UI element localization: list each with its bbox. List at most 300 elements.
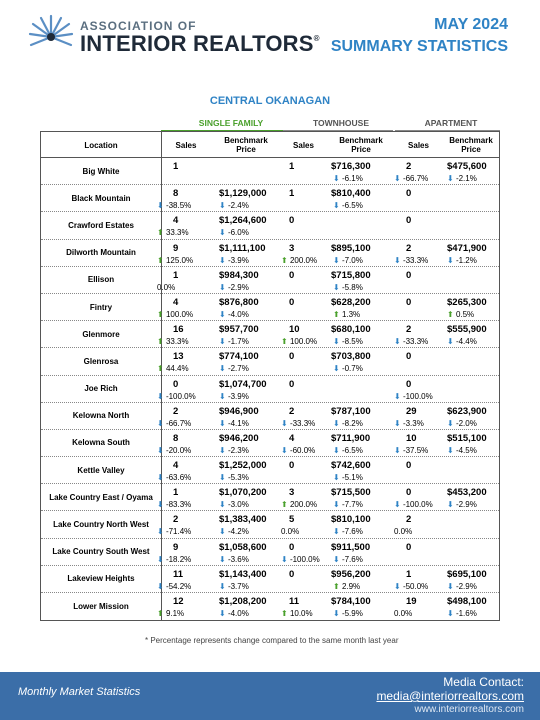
arrow-down-icon: ⬇: [333, 337, 342, 347]
sf-price-value: $1,143,400: [219, 568, 267, 580]
ap-sales-change: [394, 446, 428, 455]
arrow-down-icon: ⬇: [333, 201, 342, 211]
sf-price-change: [219, 527, 249, 536]
ap-sales-value: 0: [406, 188, 412, 200]
table-header: [41, 132, 499, 158]
change-text: -3.3%: [402, 418, 424, 428]
change-text: -2.3%: [227, 445, 249, 455]
th-sales-value: 10: [289, 324, 300, 336]
arrow-down-icon: ⬇: [219, 391, 228, 401]
row-location: Kelowna South: [72, 438, 130, 448]
row-location: Fintry: [89, 302, 113, 312]
arrow-down-icon: ⬇: [281, 445, 290, 455]
change-text: -2.9%: [455, 581, 477, 591]
arrow-up-icon: ⬆: [281, 337, 290, 347]
sf-price-change: [219, 256, 249, 265]
th-sales-value: 1: [289, 188, 295, 200]
ap-sales-change: [394, 337, 428, 346]
arrow-down-icon: ⬇: [219, 418, 228, 428]
th-price-value: $810,100: [331, 514, 371, 526]
arrow-down-icon: ⬇: [219, 473, 228, 483]
arrow-down-icon: ⬇: [219, 364, 228, 374]
change-text: 2.9%: [341, 581, 361, 591]
change-text: -6.0%: [227, 228, 249, 238]
ap-sales-change: [394, 609, 412, 618]
change-text: -2.9%: [455, 500, 477, 510]
row-location: Kelowna North: [72, 411, 130, 421]
th-price-value: $715,500: [331, 487, 371, 499]
change-text: 100.0%: [165, 309, 194, 319]
sf-price-value: $1,252,000: [219, 460, 267, 472]
th-sales-value: 0: [289, 541, 295, 553]
th-sales-value: 0: [289, 269, 295, 281]
ap-price-change: [447, 446, 477, 455]
th-sales-change: [281, 555, 320, 564]
change-text: -18.2%: [165, 554, 192, 564]
ap-sales-value: 29: [406, 405, 417, 417]
th-price-value: $810,400: [331, 188, 371, 200]
arrow-up-icon: ⬆: [157, 255, 166, 265]
ap-sales-value: 19: [406, 596, 417, 607]
arrow-down-icon: ⬇: [333, 418, 342, 428]
change-text: -1.2%: [455, 255, 477, 265]
change-text: 200.0%: [289, 255, 318, 265]
change-text: -63.6%: [165, 473, 192, 483]
sf-price-change: [219, 555, 249, 564]
change-text: -7.6%: [341, 527, 363, 537]
arrow-up-icon: ⬆: [333, 581, 342, 591]
change-text: -8.2%: [341, 418, 363, 428]
sf-price-change: [219, 310, 249, 319]
ap-sales-value: 0: [406, 460, 412, 472]
arrow-down-icon: ⬇: [281, 418, 290, 428]
table-row: [41, 240, 499, 267]
row-location: Lakeview Heights: [67, 574, 135, 584]
sf-sales-value: 2: [173, 514, 179, 526]
change-text: -2.1%: [455, 174, 477, 183]
arrow-down-icon: ⬇: [219, 282, 228, 292]
arrow-down-icon: ⬇: [394, 174, 403, 183]
sf-sales-value: 4: [173, 460, 179, 472]
change-text: -7.0%: [341, 255, 363, 265]
media-contact-label: Media Contact:: [443, 675, 524, 689]
sf-sales-change: [157, 283, 175, 292]
arrow-down-icon: ⬇: [157, 445, 166, 455]
arrow-down-icon: ⬇: [447, 500, 456, 510]
th-price-value: $716,300: [331, 161, 371, 172]
arrow-down-icon: ⬇: [219, 609, 228, 618]
row-location: Dilworth Mountain: [66, 248, 136, 258]
arrow-down-icon: ⬇: [394, 255, 403, 265]
th-price-change: [333, 364, 363, 373]
table-body: [41, 158, 499, 620]
group-townhouse: TOWNHOUSE: [312, 118, 370, 128]
report-title: [331, 14, 508, 58]
sf-sales-change: [157, 201, 191, 210]
row-location: Crawford Estates: [68, 220, 134, 230]
th-price-change: [333, 256, 363, 265]
th-price-value: $742,600: [331, 460, 371, 472]
arrow-down-icon: ⬇: [333, 473, 342, 483]
change-text: -7.6%: [341, 554, 363, 564]
ap-price-change: [447, 310, 474, 319]
arrow-down-icon: ⬇: [447, 255, 456, 265]
sf-price-value: $1,129,000: [219, 188, 267, 200]
sf-price-value: $1,208,200: [219, 596, 267, 607]
th-sales-value: 0: [289, 568, 295, 580]
change-text: -3.9%: [227, 391, 249, 401]
arrow-down-icon: ⬇: [447, 337, 456, 347]
change-text: -4.5%: [455, 445, 477, 455]
change-text: -3.7%: [227, 581, 249, 591]
arrow-down-icon: ⬇: [219, 255, 228, 265]
arrow-down-icon: ⬇: [394, 391, 403, 401]
sf-price-change: [219, 228, 249, 237]
change-text: -66.7%: [165, 418, 192, 428]
row-location: Lake Country East / Oyama: [49, 492, 153, 502]
arrow-down-icon: ⬇: [333, 282, 342, 292]
brand-line1: ASSOCIATION OF: [80, 19, 197, 33]
ap-price-change: [447, 582, 477, 591]
sf-sales-change: [157, 446, 191, 455]
arrow-down-icon: ⬇: [219, 337, 228, 347]
sf-price-value: $1,383,400: [219, 514, 267, 526]
change-text: -4.1%: [227, 418, 249, 428]
th-sales-change: [281, 446, 315, 455]
sf-price-change: [219, 201, 249, 210]
table-row: [41, 430, 499, 457]
ap-sales-value: 2: [406, 161, 412, 172]
header-th-benchmark: Benchmark Price: [339, 136, 383, 154]
change-text: 0.0%: [394, 527, 413, 537]
th-price-change: [333, 473, 363, 482]
change-text: -4.2%: [227, 527, 249, 537]
sf-sales-change: [157, 555, 191, 564]
change-text: -54.2%: [165, 581, 192, 591]
header-sf-sales: Sales: [175, 140, 197, 150]
arrow-down-icon: ⬇: [333, 527, 342, 537]
th-sales-value: 4: [289, 432, 295, 444]
arrow-down-icon: ⬇: [333, 500, 342, 510]
change-text: -33.3%: [289, 418, 316, 428]
change-text: -66.7%: [402, 174, 429, 183]
change-text: -100.0%: [402, 391, 433, 401]
th-sales-change: [281, 527, 299, 536]
sf-price-change: [219, 446, 249, 455]
change-text: -5.9%: [341, 609, 363, 618]
table-row: [41, 403, 499, 430]
change-text: -6.5%: [341, 445, 363, 455]
th-sales-value: 3: [289, 487, 295, 499]
arrow-down-icon: ⬇: [157, 581, 166, 591]
sf-price-value: $946,200: [219, 432, 259, 444]
arrow-down-icon: ⬇: [157, 473, 166, 483]
change-text: 33.3%: [165, 337, 189, 347]
arrow-down-icon: ⬇: [447, 174, 456, 183]
region-title: CENTRAL OKANAGAN: [209, 95, 331, 107]
change-text: -6.1%: [341, 174, 363, 183]
sf-price-value: $946,900: [219, 405, 259, 417]
arrow-up-icon: ⬆: [157, 309, 166, 319]
th-sales-change: [281, 419, 315, 428]
sf-price-change: [219, 283, 249, 292]
ap-price-value: $515,100: [447, 432, 487, 444]
ap-sales-change: [394, 500, 433, 509]
th-price-value: $680,100: [331, 324, 371, 336]
th-sales-value: 0: [289, 351, 295, 363]
ap-price-value: $265,300: [447, 296, 487, 308]
ap-sales-value: 0: [406, 487, 412, 499]
th-price-value: $784,100: [331, 596, 371, 607]
arrow-up-icon: ⬆: [157, 364, 166, 374]
header-th-sales: Sales: [293, 140, 314, 150]
sf-sales-change: [157, 527, 191, 536]
ap-sales-value: 0: [406, 541, 412, 553]
row-location: Lake Country North West: [53, 520, 149, 530]
change-text: -4.0%: [227, 609, 249, 618]
change-text: -2.7%: [227, 364, 249, 374]
arrow-down-icon: ⬇: [219, 527, 228, 537]
th-price-change: [333, 283, 363, 292]
sf-price-change: [219, 609, 249, 618]
table-row: [41, 158, 499, 185]
table-row: [41, 185, 499, 212]
arrow-down-icon: ⬇: [219, 309, 228, 319]
th-price-value: $628,200: [331, 296, 371, 308]
change-text: -50.0%: [402, 581, 429, 591]
th-price-change: [333, 419, 363, 428]
ap-sales-change: [394, 527, 412, 536]
ap-price-value: $695,100: [447, 568, 487, 580]
sf-sales-change: [157, 419, 191, 428]
brand-logo: [28, 14, 328, 62]
change-text: 0.0%: [394, 609, 413, 618]
change-text: 0.5%: [455, 309, 475, 319]
report-subtitle: SUMMARY STATISTICS: [330, 38, 508, 55]
sf-sales-change: [157, 500, 191, 509]
row-location: Joe Rich: [84, 384, 118, 394]
th-price-value: $895,100: [331, 242, 371, 254]
sf-sales-value: 1: [173, 161, 179, 172]
sf-price-value: $876,800: [219, 296, 259, 308]
sf-sales-value: 9: [173, 541, 179, 553]
change-text: -3.9%: [227, 255, 249, 265]
sf-sales-value: 8: [173, 432, 179, 444]
sf-sales-change: [157, 310, 193, 319]
media-contact-email-link[interactable]: media@interiorrealtors.com: [376, 689, 524, 703]
table-row: [41, 376, 499, 403]
change-text: -71.4%: [165, 527, 192, 537]
ap-price-value: $498,100: [447, 596, 487, 607]
sf-sales-value: 4: [173, 296, 179, 308]
sf-price-value: $1,111,100: [219, 242, 266, 254]
header-sf-benchmark: Benchmark Price: [224, 136, 268, 154]
sf-sales-change: [157, 337, 189, 346]
th-sales-value: 0: [289, 378, 295, 390]
change-text: 44.4%: [165, 364, 189, 374]
change-text: -7.7%: [341, 500, 363, 510]
arrow-down-icon: ⬇: [157, 527, 166, 537]
arrow-down-icon: ⬇: [447, 609, 456, 618]
th-price-value: $787,100: [331, 405, 371, 417]
row-location: Kettle Valley: [77, 465, 125, 475]
ap-sales-value: 0: [406, 378, 412, 390]
sf-price-value: $774,100: [219, 351, 259, 363]
sf-price-value: $957,700: [219, 324, 259, 336]
th-price-value: $956,200: [331, 568, 371, 580]
sf-price-change: [219, 473, 249, 482]
sf-sales-value: 0: [173, 378, 179, 390]
ap-price-change: [447, 419, 477, 428]
arrow-up-icon: ⬆: [281, 500, 290, 510]
footnote: * Percentage represents change compared to the same month last year: [145, 636, 399, 645]
sf-sales-change: [157, 256, 193, 265]
media-contact: [376, 675, 524, 715]
table-row: [41, 484, 499, 511]
change-text: -3.6%: [227, 554, 249, 564]
ap-sales-change: [394, 419, 424, 428]
arrow-down-icon: ⬇: [219, 500, 228, 510]
table-row: [41, 457, 499, 484]
arrow-down-icon: ⬇: [157, 554, 166, 564]
arrow-up-icon: ⬆: [447, 309, 456, 319]
arrow-down-icon: ⬇: [157, 418, 166, 428]
arrow-down-icon: ⬇: [333, 609, 342, 618]
arrow-up-icon: ⬆: [157, 337, 166, 347]
row-location: Lower Mission: [73, 602, 129, 612]
ap-sales-value: 0: [406, 351, 412, 363]
arrow-down-icon: ⬇: [394, 418, 403, 428]
th-price-change: [333, 500, 363, 509]
arrow-up-icon: ⬆: [157, 609, 166, 618]
arrow-down-icon: ⬇: [219, 581, 228, 591]
table-row: [41, 348, 499, 375]
th-price-value: $715,800: [331, 269, 371, 281]
change-text: -1.6%: [455, 609, 477, 618]
sf-sales-change: [157, 392, 196, 401]
th-sales-change: [281, 609, 313, 618]
ap-price-change: [447, 500, 477, 509]
arrow-down-icon: ⬇: [219, 554, 228, 564]
arrow-up-icon: ⬆: [157, 228, 166, 238]
th-price-value: $703,800: [331, 351, 371, 363]
group-apartment: APARTMENT: [424, 118, 478, 128]
th-price-change: [333, 609, 363, 618]
arrow-down-icon: ⬇: [157, 500, 166, 510]
change-text: 125.0%: [165, 255, 194, 265]
arrow-down-icon: ⬇: [281, 554, 290, 564]
ap-price-change: [447, 609, 477, 618]
ap-sales-change: [394, 256, 428, 265]
row-location: Black Mountain: [71, 193, 131, 203]
sf-price-value: $1,070,200: [219, 487, 267, 499]
th-price-change: [333, 337, 363, 346]
sf-sales-change: [157, 473, 191, 482]
sf-sales-value: 4: [173, 215, 179, 227]
change-text: -38.5%: [165, 201, 192, 211]
ap-sales-value: 10: [406, 432, 417, 444]
ap-price-value: $623,900: [447, 405, 487, 417]
table-row: [41, 267, 499, 294]
change-text: -20.0%: [165, 445, 192, 455]
arrow-down-icon: ⬇: [333, 174, 342, 183]
arrow-up-icon: ⬆: [281, 609, 290, 618]
th-sales-value: 5: [289, 514, 295, 526]
sf-sales-value: 2: [173, 405, 179, 417]
change-text: 9.1%: [165, 609, 185, 618]
th-sales-value: 0: [289, 460, 295, 472]
arrow-down-icon: ⬇: [219, 445, 228, 455]
arrow-down-icon: ⬇: [394, 581, 403, 591]
change-text: -5.1%: [341, 473, 363, 483]
table-row: [41, 539, 499, 566]
ap-sales-value: 2: [406, 324, 412, 336]
footer-tagline: Monthly Market Statistics: [18, 686, 141, 698]
sf-price-change: [219, 337, 249, 346]
sf-sales-value: 1: [173, 269, 179, 281]
change-text: -2.0%: [455, 418, 477, 428]
arrow-down-icon: ⬇: [333, 255, 342, 265]
row-location: Ellison: [87, 275, 115, 285]
change-text: -33.3%: [402, 337, 429, 347]
th-sales-change: [281, 256, 317, 265]
arrow-down-icon: ⬇: [447, 418, 456, 428]
arrow-down-icon: ⬇: [333, 445, 342, 455]
arrow-down-icon: ⬇: [333, 364, 342, 374]
sf-price-value: $1,074,700: [219, 378, 267, 390]
arrow-up-icon: ⬆: [333, 309, 342, 319]
arrow-down-icon: ⬇: [394, 445, 403, 455]
ap-price-value: $475,600: [447, 161, 487, 172]
ap-price-value: $453,200: [447, 487, 487, 499]
sf-price-change: [219, 392, 249, 401]
sf-sales-value: 1: [173, 487, 179, 499]
website-link[interactable]: www.interiorrealtors.com: [414, 704, 524, 715]
arrow-down-icon: ⬇: [447, 581, 456, 591]
th-sales-value: 0: [289, 296, 295, 308]
th-sales-change: [281, 500, 317, 509]
ap-sales-change: [394, 174, 428, 183]
th-sales-change: [281, 337, 317, 346]
change-text: -2.9%: [227, 282, 249, 292]
ap-price-value: $471,900: [447, 242, 487, 254]
th-sales-value: 3: [289, 242, 295, 254]
th-price-change: [333, 527, 363, 536]
change-text: -4.4%: [455, 337, 477, 347]
sf-sales-change: [157, 582, 191, 591]
sf-sales-value: 8: [173, 188, 179, 200]
sf-price-value: $1,264,600: [219, 215, 267, 227]
th-price-change: [333, 201, 363, 210]
arrow-down-icon: ⬇: [333, 554, 342, 564]
change-text: -33.3%: [402, 255, 429, 265]
row-location: Big White: [82, 166, 120, 176]
sf-sales-value: 16: [173, 324, 184, 336]
sf-price-value: $1,058,600: [219, 541, 267, 553]
th-price-change: [333, 582, 360, 591]
arrow-down-icon: ⬇: [219, 228, 228, 238]
change-text: -100.0%: [165, 391, 196, 401]
change-text: 200.0%: [289, 500, 318, 510]
th-price-value: $911,500: [331, 541, 371, 553]
table-row: [41, 294, 499, 321]
sf-price-change: [219, 364, 249, 373]
sf-sales-value: 9: [173, 242, 179, 254]
group-single-family: SINGLE FAMILY: [198, 118, 264, 128]
change-text: 0.0%: [281, 527, 300, 537]
th-price-value: $711,900: [331, 432, 371, 444]
change-text: -6.5%: [341, 201, 363, 211]
